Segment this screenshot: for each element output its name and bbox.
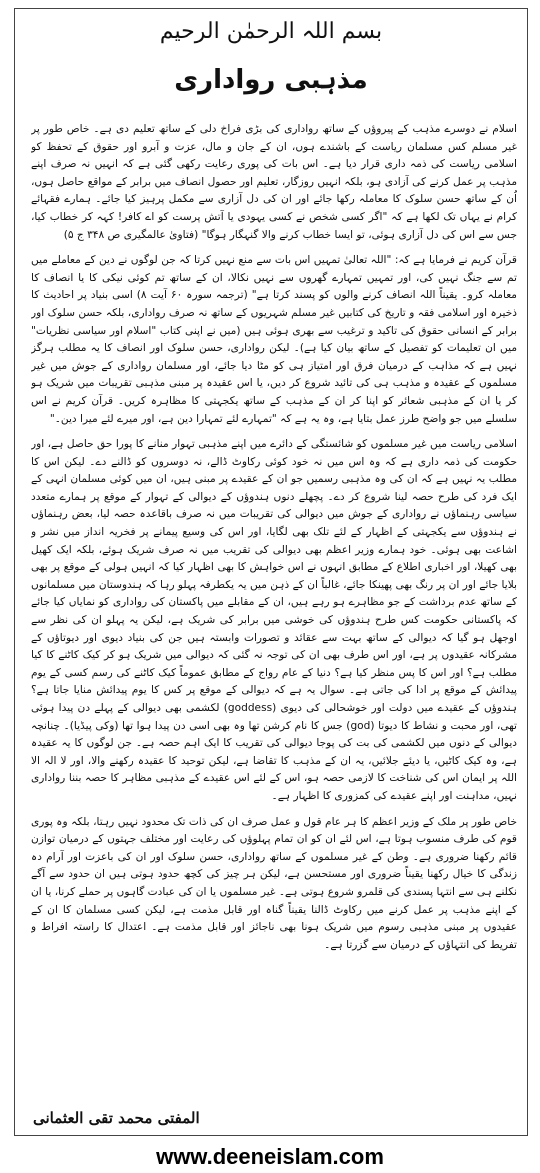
website-link[interactable]: www.deeneislam.com bbox=[156, 1144, 384, 1169]
bismillah-calligraphy: بسم اللہ الرحمٰن الرحیم bbox=[159, 19, 383, 44]
paragraph-2: قرآن کریم نے فرمایا ہے کہ: "اللہ تعالیٰ تمہیں اس بات سے منع نہیں کرتا کہ جن لوگوں نے دین کے معاملے میں تم سے جنگ نہیں کی، اور تمہیں تمہارے گھروں سے نہیں نکالا، ان کے ساتھ تم کوئی نیکی کا یا انصاف کا معاملہ کرو۔ یقیناً اللہ انصاف کرنے والوں کو پسند کرتا ہے" (ترجمہ سورہ ۶۰ آیت ۸) اسی بنیاد پر احادیث کا ذخیرہ اور اسلامی فقہ و تاریخ کی کتابیں غیر مسلم شہریوں کے ساتھ نہ صرف رواداری، بلکہ حسن سلوک اور برابر کے انسانی حقوق کی تاکید و ترغیب سے بھری ہوئی ہیں (میں نے اپنی کتاب "اسلام اور سیاسی نظریات" میں ان تعلیمات کو تفصیل کے ساتھ بیان کیا ہے)۔ لیکن رواداری، حسن سلوک اور انصاف کا یہ مطلب ہرگز نہیں ہے کہ مذاہب کے درمیان فرق اور امتیاز ہی کو مٹا دیا جائے، اور مسلمان رواداری کے جوش میں غیر مسلموں کے عقیدہ و مذہب ہی کی تائید شروع کر دیں، یا اس عقیدہ پر مبنی مذہبی تقریبات میں شریک ہو کر یا ان کے مذہبی شعائر کو اپنا کر ان کے مذہب کے ساتھ یکجہتی کا مظاہرہ کریں۔ قرآن کریم نے اس سلسلے میں جو واضح طرز عمل بتایا ہے، وہ یہ ہے کہ "تمہارے لئے تمہارا دین ہے، اور میرے لئے میرا دین۔" bbox=[31, 254, 517, 425]
article-page bbox=[14, 8, 528, 1136]
paragraph-4: خاص طور پر ملک کے وزیر اعظم کا ہر عام قول و عمل صرف ان کی ذات تک محدود نہیں رہتا، بلکہ وہ پوری قوم کی طرف منسوب ہوتا ہے، اس لئے ان کو ان تمام پہلوؤں کی رعایت اور مختلف جہتوں کے درمیان توازن قائم رکھنا ضروری ہے۔ وطن کے غیر مسلموں کے ساتھ رواداری، حسن سلوک اور ان کی باعزت اور آرام دہ زندگی کا خیال رکھنا یقیناً ضروری اور مستحسن ہے، لیکن ہر چیز کی کچھ حدود ہوتی ہیں ان حدود سے آگے نکلنے ہی سے انتہا پسندی کی قلمرو شروع ہوتی ہے۔ غیر مسلموں یا ان کی عبادت گاہوں پر حملے کرنا، یا ان کے اپنے مذہب پر عمل کرنے میں رکاوٹ ڈالنا یقیناً گناہ اور قابل مذمت ہے، لیکن کسی مسلمان کا ان کے عقیدوں پر مبنی مذہبی رسوم میں شریک ہونا بھی ناجائز اور قابل مذمت ہے۔ اعتدال کا راستہ افراط و تفریط کی انتہاؤں کے درمیان سے گزرتا ہے۔ bbox=[31, 815, 517, 951]
article-title: مذہبی رواداری bbox=[174, 65, 368, 95]
author-signature: المفتی محمد تقی العثمانی bbox=[33, 1109, 200, 1127]
article-body bbox=[31, 121, 517, 1105]
paragraph-3: اسلامی ریاست میں غیر مسلموں کو شائستگی کے دائرے میں اپنے مذہبی تہوار منانے کا پورا حق حاصل ہے، اور حکومت کی ذمہ داری ہے کہ وہ اس میں نہ خود کوئی رکاوٹ ڈالے، نہ دوسروں کو ڈالنے دے۔ لیکن اس کا مطلب یہ نہیں ہے کہ ان کی وہ مذہبی رسمیں جو ان کے عقیدے پر مبنی ہیں، ان میں کوئی مسلمان انہی کے ایک فرد کی طرح حصہ لینا شروع کر دے۔ پچھلے دنوں ہندوؤں کے دیوالی کے تہوار کے موقع پر ہمارے متعدد سیاسی رہنماؤں نے رواداری کے جوش میں دیوالی کی تقریبات میں نہ صرف باقاعدہ حصہ لیا، بعض رہنماؤں نے ہندوؤں سے یکجہتی کے اظہار کے لئے تلک بھی لگایا، اور اس کی وسیع پیمانے پر فخریہ انداز میں نشر و اشاعت بھی ہوئی۔ خود ہمارے وزیر اعظم بھی دیوالی کی تقریب میں نہ صرف شریک ہوئے، بلکہ ایک کھیل بھی کھیلا، اور اخباری اطلاع کے مطابق انہوں نے اس خواہش کا بھی اظہار کیا کہ انہیں ہولی کے موقع پر بھی بلایا جائے اور ان پر رنگ بھی پھینکا جائے، غالباً ان کے ذہن میں یہ یکطرفہ پہلو رہا کہ ہندوستان میں مسلمانوں کے ساتھ عدم برداشت کے جو مظاہرے ہو رہے ہیں، ان کے مقابلے میں پاکستان کی رواداری کو نمایاں کیا جائے کہ پاکستانی حکومت کس طرح ہندوؤں کی خوشی میں برابر کی شریک ہے، لیکن یہ پہلو ان کی نظر سے اوجھل ہو گیا کہ دیوالی کے ساتھ بہت سے عقائد و تصورات وابستہ ہیں جن کی بنیاد دیوی اور دیوتاؤں کے مشرکانہ عقیدوں پر ہے، اور اس طرف بھی ان کی توجہ نہ گئی کہ دیوالی میں شریک ہو کر کیک کاٹنے کا کیا مطلب ہے؟ اور اس کا پس منظر کیا ہے؟ دنیا کے عام رواج کے مطابق عموماً کیک کاٹنے کی رسم کسی کے یوم پیدائش کے موقع پر ادا کی جاتی ہے۔ سوال یہ ہے کہ دیوالی کے موقع پر کس کا یوم پیدائش منایا جاتا ہے؟ ہندوؤں کے عقیدے میں دولت اور خوشحالی کی دیوی (goddess) لکشمی بھی دیوالی کے پہلے دن پیدا ہوئی تھی، اور محبت و نشاط کا دیوتا (god) جس کا نام کرشن تھا وہ بھی اسی دن پیدا ہوا تھا (وکی پیڈیا)۔ چنانچہ دیوالی کے دنوں میں لکشمی کی بت کی پوجا دیوالی کی تقریب کا ایک اہم حصہ ہے۔ جن لوگوں کا یہ عقیدہ ہے، وہ کیک کاٹیں، یا دیئے جلائیں، یہ ان کے مذہب کا تقاضا ہے، لیکن توحید کا عقیدہ رکھنے والا، اور لا الہ الا اللہ پر ایمان اس کی شناخت کا لازمی حصہ ہو، اس کے لئے اس عقیدے کے مذہبی مظاہر کا حصہ بننا رواداری نہیں، مداہنت اور اپنے عقیدے کی کمزوری کا اظہار ہے۔ bbox=[31, 438, 517, 802]
paragraph-1: اسلام نے دوسرے مذہب کے پیروؤں کے ساتھ رواداری کی بڑی فراخ دلی کے ساتھ تعلیم دی ہے۔ خاص طور پر غیر مسلم کس مسلمان ریاست کے باشندے ہوں، ان کے جان و مال، عزت و آبرو اور حقوق کے تحفظ کو اسلامی ریاست کی ذمہ داری قرار دیا ہے۔ اس بات کی پوری رعایت رکھی گئی ہے کہ انہیں نہ صرف اپنے مذہب پر عمل کرنے کی آزادی ہو، بلکہ انہیں روزگار، تعلیم اور حصول انصاف میں برابر کے مواقع حاصل ہوں، اُن کے ساتھ حسن سلوک کا معاملہ رکھا جائے اور ان کی دل آزاری سے مکمل پرہیز کیا جائے۔ ہمارے فقہائے کرام نے یہاں تک لکھا ہے کہ "اگر کسی شخص نے کسی یہودی یا آتش پرست کو اے کافر! کہہ کر خطاب کیا، جس سے اس کی دل آزاری ہوئی، تو ایسا خطاب کرنے والا گنہگار ہوگا" (فتاویٰ عالمگیری ص ۳۴۸ ج ۵) bbox=[31, 123, 517, 241]
